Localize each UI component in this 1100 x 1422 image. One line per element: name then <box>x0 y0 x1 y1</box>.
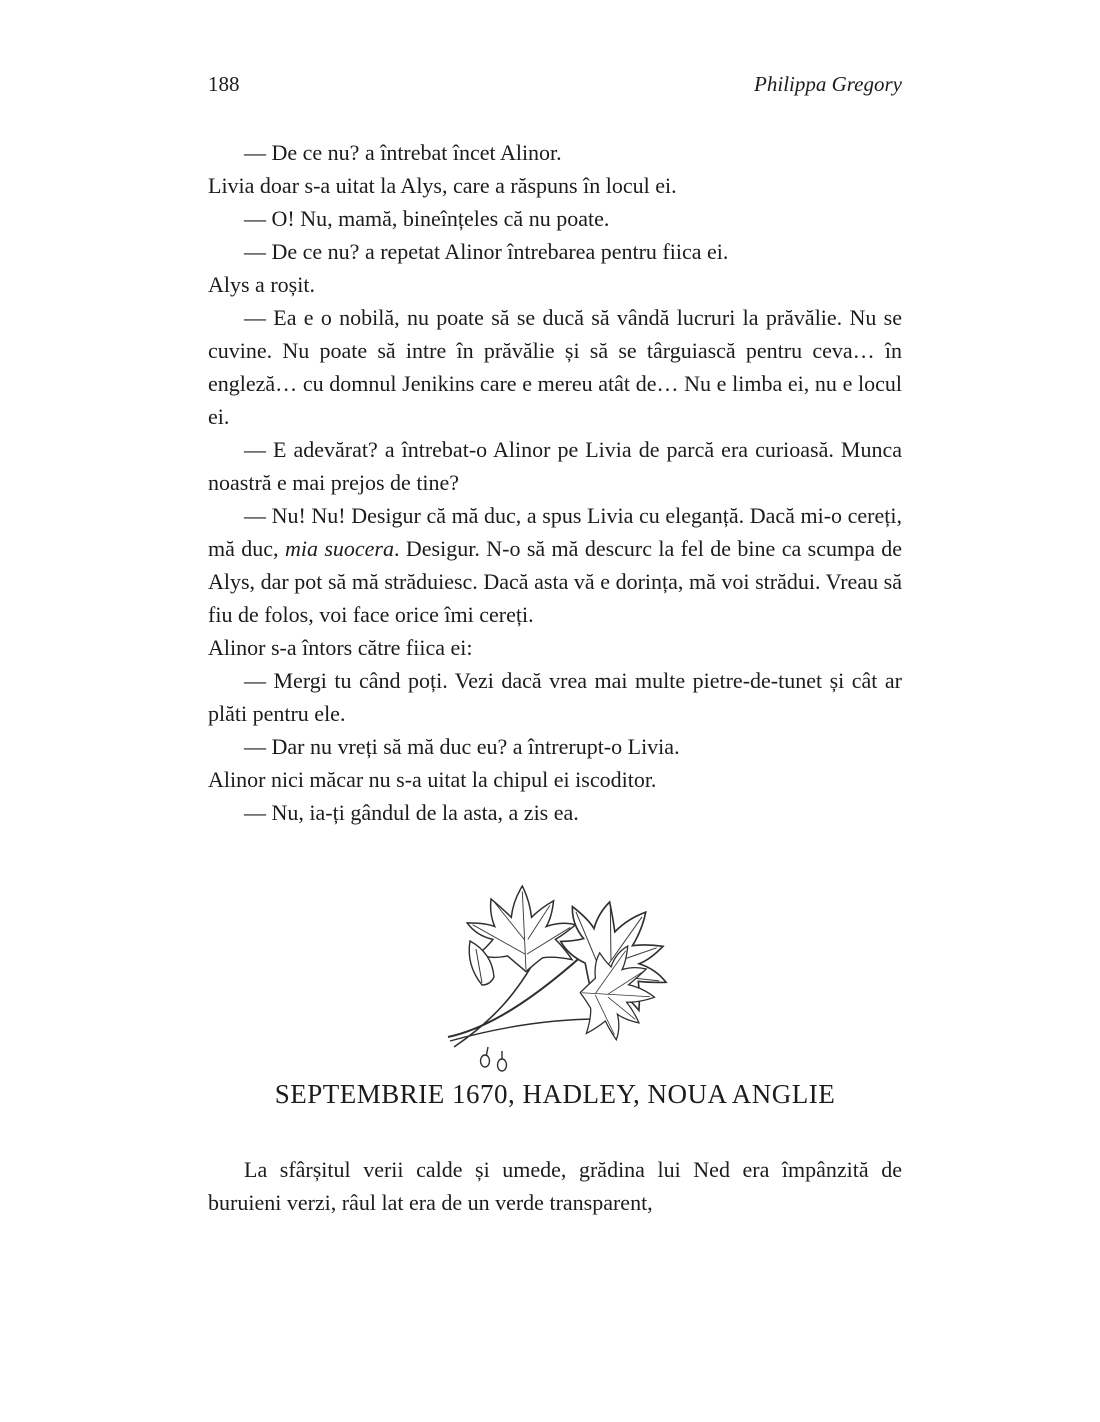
section-paragraph: La sfârșitul verii calde și umede, grădina lui Ned era împânzită de buruieni verzi, râul lat era de un verde transparent, <box>208 1157 902 1215</box>
paragraph <box>208 499 902 631</box>
leaf-ornament <box>425 865 685 1077</box>
paragraph-text: — Nu! Nu! Desigur că mă duc, a spus Livia cu eleganță. Dacă mi-o cereți, mă duc, <box>208 503 902 561</box>
paragraph: Alinor s-a întors către fiica ei: <box>208 635 473 660</box>
paragraph: — Nu, ia-ți gândul de la asta, a zis ea. <box>244 800 579 825</box>
paragraph: Alys a roșit. <box>208 272 315 297</box>
page-number: 188 <box>208 72 240 96</box>
paragraph: — Ea e o nobilă, nu poate să se ducă să vândă lucruri la prăvălie. Nu se cuvine. Nu poate să intre în prăvălie și să se târguiască pentru ceva… în engleză… cu domnul Jenikins care e mereu atât de… Nu e limba ei, nu e locul ei. <box>208 305 902 429</box>
running-header-author: Philippa Gregory <box>754 72 902 96</box>
page-content <box>208 136 902 1219</box>
running-head <box>208 72 902 97</box>
leaf-ornament-drawing <box>430 869 680 1074</box>
section-heading: SEPTEMBRIE 1670, HADLEY, NOUA ANGLIE <box>274 1079 836 1109</box>
paragraph-text: . Desigur. N-o să mă descurc la fel de bine ca scumpa de Alys, dar pot să mă străduiesc. Dacă asta vă e dorința, mă voi strădui. Vreau să fiu de folos, voi face orice îmi cereți. <box>208 536 902 627</box>
paragraph: — Dar nu vreți să mă duc eu? a întrerupt-o Livia. <box>244 734 680 759</box>
paragraph: — De ce nu? a repetat Alinor întrebarea pentru fiica ei. <box>244 239 729 264</box>
paragraph: — E adevărat? a întrebat-o Alinor pe Livia de parcă era curioasă. Munca noastră e mai prejos de tine? <box>208 437 902 495</box>
paragraph: — O! Nu, mamă, bineînțeles că nu poate. <box>244 206 610 231</box>
paragraph: — De ce nu? a întrebat încet Alinor. <box>244 140 562 165</box>
italic-phrase: mia suocera <box>284 536 394 561</box>
paragraph: Livia doar s-a uitat la Alys, care a răspuns în locul ei. <box>208 173 677 198</box>
paragraph: Alinor nici măcar nu s-a uitat la chipul ei iscoditor. <box>208 767 657 792</box>
paragraph: — Mergi tu când poți. Vezi dacă vrea mai multe pietre-de-tunet și cât ar plăti pentru ele. <box>208 668 902 726</box>
